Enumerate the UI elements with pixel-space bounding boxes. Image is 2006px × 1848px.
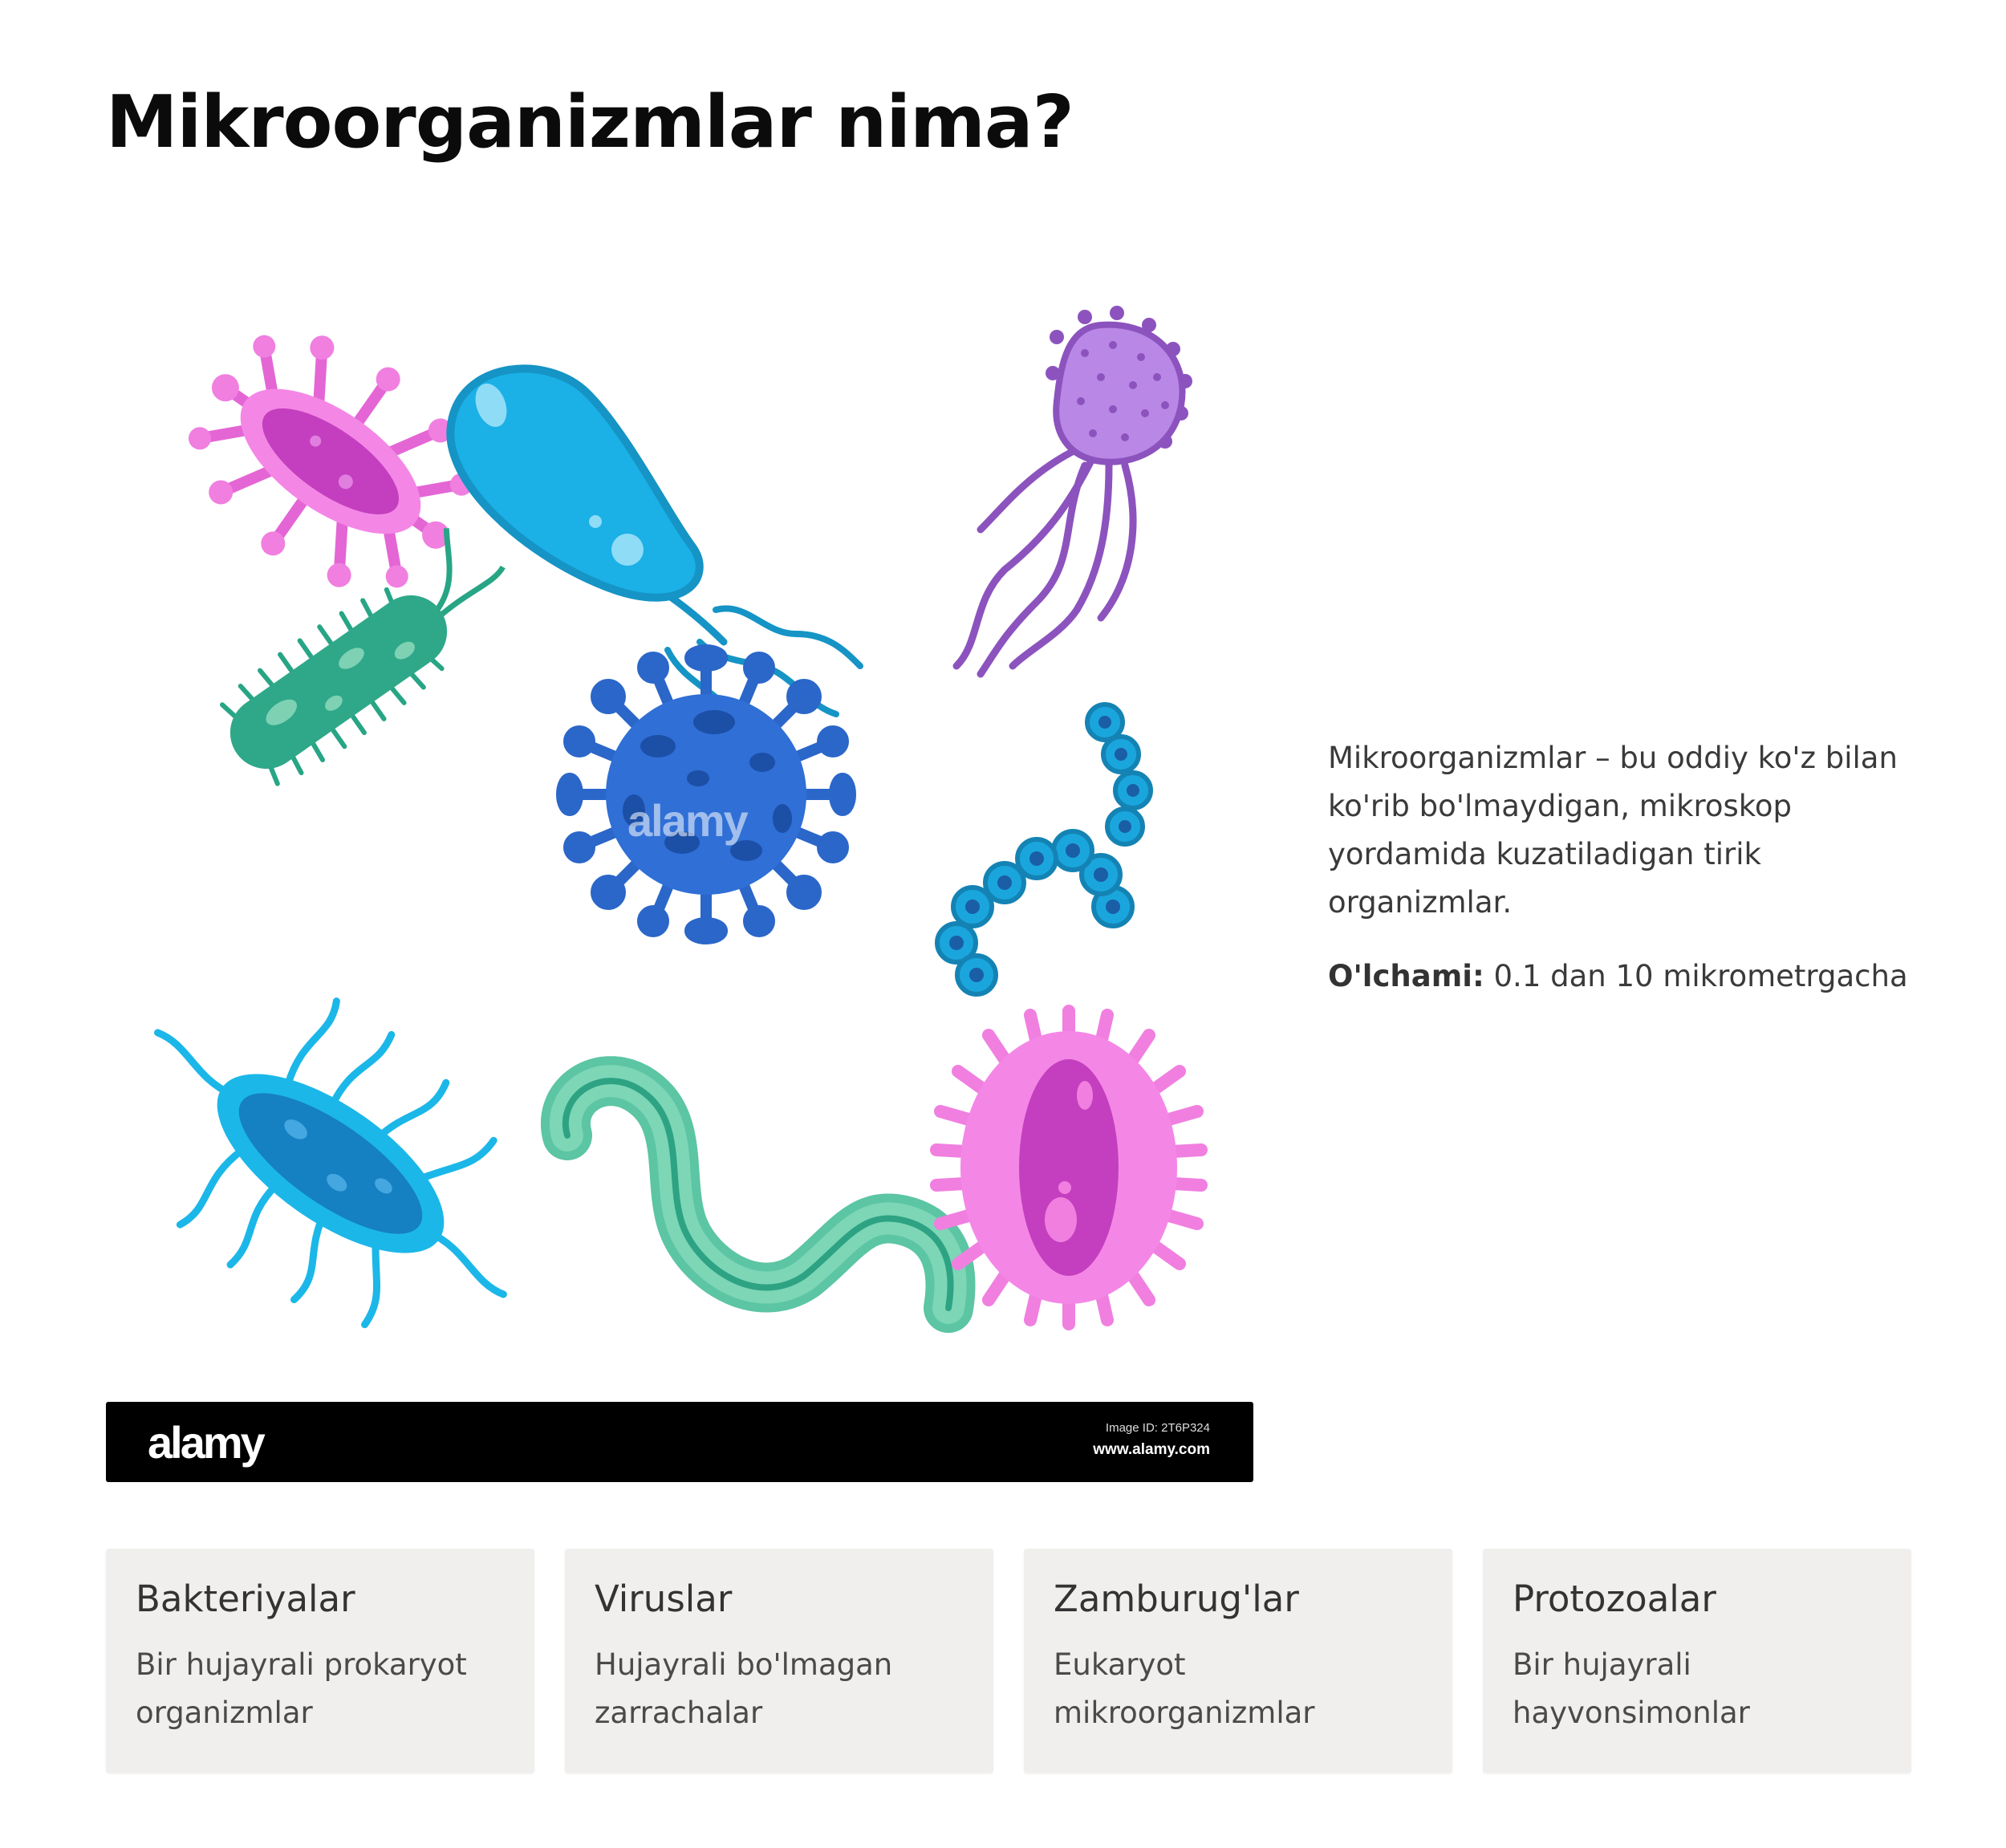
- cyan-bacterium-icon: [106, 924, 589, 1403]
- image-url: www.alamy.com: [1093, 1441, 1210, 1458]
- card-title: Bakteriyalar: [136, 1578, 355, 1620]
- size-info: [1328, 952, 1938, 1001]
- page-title: Mikroorganizmlar nima?: [106, 80, 1074, 164]
- card-fungi: [1024, 1549, 1452, 1773]
- card-text: Bir hujayrali prokaryot organizmlar: [136, 1647, 467, 1730]
- description-text: Mikroorganizmlar – bu oddiy ko'z bilan ko'rib bo'lmaydigan, mikroskop yordamida kuzatiladigan tirik organizmlar.: [1328, 741, 1898, 920]
- card-title: Protozoalar: [1513, 1578, 1716, 1620]
- image-credit-meta: [1093, 1421, 1210, 1459]
- size-value: 0.1 dan 10 mikrometrgacha: [1484, 959, 1908, 993]
- pink-paramecium-icon: [936, 1011, 1201, 1324]
- card-title: Viruslar: [595, 1578, 733, 1620]
- card-text: Bir hujayrali hayvonsimonlar: [1513, 1647, 1750, 1730]
- image-id: Image ID: 2T6P324: [1105, 1421, 1210, 1435]
- image-credit-bar: [106, 1402, 1253, 1482]
- green-bacterium-icon: [200, 514, 535, 799]
- card-text: Hujayrali bo'lmagan zarrachalar: [595, 1647, 893, 1730]
- card-viruses: [565, 1549, 993, 1773]
- microorganisms-illustration: [106, 265, 1253, 1484]
- size-label: O'lchami:: [1328, 959, 1484, 993]
- category-cards: [106, 1549, 1911, 1773]
- blue-streptococcus-icon: [937, 705, 1151, 994]
- card-bacteria: [106, 1549, 534, 1773]
- green-spirillum-icon: [566, 1081, 951, 1308]
- purple-amoeba-icon: [956, 306, 1192, 674]
- watermark-text: alamy: [627, 795, 747, 846]
- card-protozoa: [1483, 1549, 1911, 1773]
- card-title: Zamburug'lar: [1054, 1578, 1299, 1620]
- description-block: [1328, 734, 1938, 1001]
- card-text: Eukaryot mikroorganizmlar: [1054, 1647, 1315, 1730]
- alamy-logo: alamy: [148, 1417, 263, 1468]
